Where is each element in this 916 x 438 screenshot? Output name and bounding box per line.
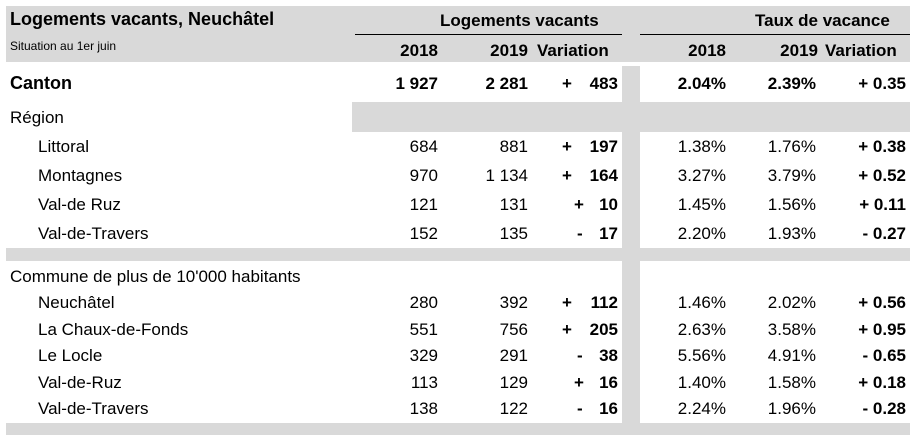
row-label: La Chaux-de-Fonds — [38, 320, 189, 339]
cell-tv-variation: - 0.28 — [862, 399, 906, 418]
cell-lv-2018: 684 — [409, 137, 438, 156]
cell-tv-2019: 1.56% — [767, 195, 816, 214]
cell-tv-2018: 2.04% — [677, 74, 726, 93]
cell-lv-2018: 121 — [409, 195, 438, 214]
cell-lv-2018: 280 — [409, 293, 438, 312]
cell-tv-variation: + 0.11 — [859, 195, 906, 214]
cell-tv-2019: 4.91% — [767, 346, 816, 365]
cell-tv-variation: - 0.65 — [862, 346, 906, 365]
cell-lv-variation: 38 — [599, 346, 618, 365]
table-subtitle: Situation au 1er juin — [10, 39, 117, 53]
table-title: Logements vacants, Neuchâtel — [10, 9, 275, 29]
cell-lv-2018: 329 — [409, 346, 438, 365]
cell-tv-2019: 3.79% — [767, 166, 816, 185]
separator-band — [6, 248, 910, 261]
cell-lv-2018: 970 — [409, 166, 438, 185]
cell-lv-variation: 483 — [589, 74, 618, 93]
row-label: Neuchâtel — [38, 293, 115, 312]
cell-lv-variation-sign: - — [577, 399, 583, 418]
cell-lv-2019: 291 — [499, 346, 528, 365]
cell-tv-variation: - 0.27 — [862, 224, 906, 243]
cell-lv-2019: 392 — [499, 293, 528, 312]
cell-lv-variation-sign: + — [574, 373, 584, 392]
cell-lv-variation-sign: + — [574, 195, 584, 214]
group-underline-lv — [355, 34, 622, 35]
col-header-lv-variation: Variation — [537, 41, 609, 60]
col-header-lv-2019: 2019 — [490, 41, 528, 60]
cell-lv-variation: 16 — [599, 373, 618, 392]
section-header-commune: Commune de plus de 10'000 habitants — [10, 267, 301, 286]
cell-tv-2019: 1.58% — [767, 373, 816, 392]
cell-lv-2019: 2 281 — [485, 74, 528, 93]
bottom-band — [6, 423, 910, 435]
section-header-region: Région — [10, 108, 64, 127]
cell-tv-variation: + 0.95 — [858, 320, 906, 339]
cell-lv-variation-sign: + — [562, 74, 572, 93]
row-label: Val-de Ruz — [38, 195, 121, 214]
row-label: Val-de-Ruz — [38, 373, 122, 392]
cell-tv-2018: 1.46% — [677, 293, 726, 312]
cell-tv-variation: + 0.38 — [858, 137, 906, 156]
cell-lv-variation: 205 — [589, 320, 618, 339]
row-label: Le Locle — [38, 346, 103, 365]
cell-tv-2019: 2.39% — [767, 74, 816, 93]
cell-lv-2018: 152 — [409, 224, 438, 243]
cell-lv-variation-sign: + — [562, 320, 572, 339]
cell-tv-2019: 1.76% — [767, 137, 816, 156]
col-header-tv-variation: Variation — [825, 41, 897, 60]
cell-lv-variation: 16 — [599, 399, 618, 418]
cell-lv-2019: 881 — [499, 137, 528, 156]
cell-lv-2018: 1 927 — [395, 74, 438, 93]
group-underline-tv — [640, 34, 910, 35]
cell-tv-2019: 3.58% — [767, 320, 816, 339]
cell-lv-variation-sign: + — [562, 293, 572, 312]
cell-tv-2018: 1.40% — [677, 373, 726, 392]
cell-tv-2018: 2.63% — [677, 320, 726, 339]
cell-tv-2019: 1.93% — [767, 224, 816, 243]
row-label: Val-de-Travers — [38, 224, 149, 243]
cell-lv-2019: 122 — [499, 399, 528, 418]
cell-tv-2018: 3.27% — [677, 166, 726, 185]
group-header-taux: Taux de vacance — [755, 11, 890, 30]
cell-tv-2019: 1.96% — [767, 399, 816, 418]
cell-lv-variation: 10 — [599, 195, 618, 214]
cell-lv-2019: 1 134 — [485, 166, 528, 185]
cell-tv-variation: + 0.52 — [858, 166, 906, 185]
cell-tv-2019: 2.02% — [767, 293, 816, 312]
cell-tv-variation: + 0.56 — [858, 293, 906, 312]
cell-tv-2018: 2.20% — [677, 224, 726, 243]
cell-lv-variation-sign: + — [562, 137, 572, 156]
cell-lv-variation-sign: + — [562, 166, 572, 185]
cell-lv-variation: 164 — [589, 166, 618, 185]
cell-tv-2018: 2.24% — [677, 399, 726, 418]
col-header-lv-2018: 2018 — [400, 41, 438, 60]
cell-tv-variation: + 0.18 — [858, 373, 906, 392]
cell-lv-variation: 197 — [589, 137, 618, 156]
col-header-tv-2019: 2019 — [780, 41, 818, 60]
cell-tv-2018: 1.38% — [677, 137, 726, 156]
cell-tv-2018: 5.56% — [677, 346, 726, 365]
row-label: Val-de-Travers — [38, 399, 149, 418]
canton-row-bg — [6, 66, 622, 102]
cell-lv-variation: 17 — [599, 224, 618, 243]
cell-lv-2018: 113 — [410, 373, 438, 392]
cell-lv-2019: 131 — [499, 195, 528, 214]
cell-lv-2018: 138 — [409, 399, 438, 418]
cell-lv-2019: 756 — [499, 320, 528, 339]
row-label: Littoral — [38, 137, 90, 156]
cell-tv-variation: + 0.35 — [858, 74, 906, 93]
row-label: Montagnes — [38, 166, 123, 185]
cell-lv-variation-sign: - — [577, 224, 583, 243]
cell-lv-2019: 129 — [499, 373, 528, 392]
cell-tv-2018: 1.45% — [677, 195, 726, 214]
col-header-tv-2018: 2018 — [688, 41, 726, 60]
group-header-logements: Logements vacants — [440, 11, 599, 30]
cell-lv-2019: 135 — [499, 224, 528, 243]
cell-lv-variation-sign: - — [577, 346, 583, 365]
row-label: Canton — [10, 73, 72, 93]
cell-lv-variation: 112 — [590, 293, 618, 312]
cell-lv-2018: 551 — [409, 320, 438, 339]
